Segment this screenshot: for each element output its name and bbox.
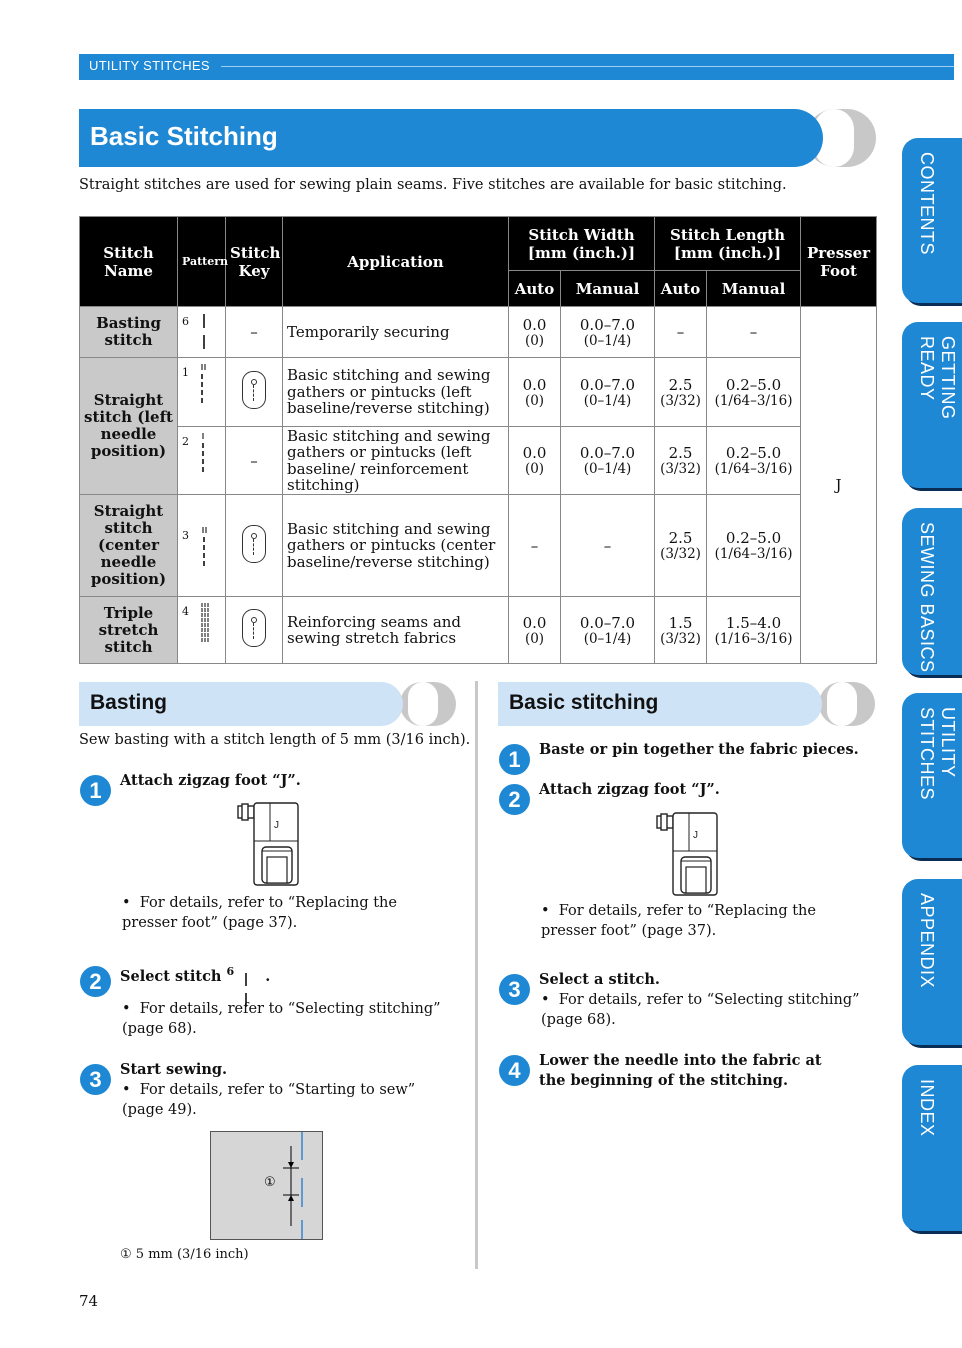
- header-pattern: Pattern: [178, 217, 226, 307]
- header-rule: [221, 66, 954, 67]
- page-title: Basic Stitching: [90, 121, 278, 151]
- value: 0.2–5.0: [725, 444, 782, 462]
- stitch-key: [226, 358, 283, 427]
- length-auto: [655, 358, 707, 427]
- stitch-key: –: [226, 307, 283, 358]
- header-application: Application: [283, 217, 509, 307]
- value-inch: (0): [524, 630, 545, 647]
- application: Basic stitching and sewing gathers or pintucks (center baseline/reverse stitching): [283, 495, 509, 597]
- basic-step-3-bullet: • For details, refer to “Selecting stitching” (page 68).: [541, 992, 860, 1028]
- basic-title: Basic stitching: [509, 691, 659, 714]
- step-number-badge: 3: [80, 1064, 111, 1095]
- value-inch: (3/32): [660, 546, 701, 562]
- value: 2.5: [668, 529, 693, 547]
- value: 0.0–7.0: [579, 444, 636, 462]
- tab-label: INDEX: [917, 1079, 937, 1137]
- value-inch: (0–1/4): [583, 392, 632, 409]
- straight-left-reverse-pattern-icon: [200, 362, 208, 406]
- value-inch: (1/16–3/16): [714, 630, 793, 647]
- value-inch: (0): [524, 392, 545, 409]
- width-auto: [509, 597, 561, 664]
- value: 0.0: [522, 375, 547, 394]
- table-row: [80, 495, 877, 597]
- width-auto: [509, 427, 561, 495]
- table-row: [80, 597, 877, 664]
- width-manual: –: [561, 495, 655, 597]
- banner-pill-gap: [827, 682, 857, 726]
- step-number-badge: 1: [80, 775, 111, 806]
- length-manual: [707, 358, 801, 427]
- triple-stretch-pattern-icon: [200, 601, 208, 645]
- value-inch: (0): [524, 332, 545, 349]
- value: 0.0: [522, 444, 547, 462]
- step-number-badge: 4: [499, 1055, 530, 1086]
- value: 0.0–7.0: [579, 375, 636, 394]
- width-manual: [561, 597, 655, 664]
- basting-section-banner: [79, 682, 456, 726]
- value-inch: (0–1/4): [583, 461, 632, 477]
- bullet-text: For details, refer to “Replacing the presser foot” (page 37).: [122, 895, 397, 931]
- stitch-name: Basting stitch: [80, 307, 178, 358]
- basic-step-2-bullet: • For details, refer to “Replacing the presser foot” (page 37).: [541, 903, 816, 939]
- header-stitch-name: Stitch Name: [80, 217, 178, 307]
- pattern-cell: [178, 597, 226, 664]
- bullet-text: For details, refer to “Selecting stitching” (page 68).: [122, 1001, 441, 1037]
- pattern-number: 3: [182, 529, 189, 542]
- step-number-badge: 2: [499, 784, 530, 815]
- basting-step-3-bullet: • For details, refer to “Starting to sew” (page 49).: [122, 1082, 416, 1118]
- length-manual: [707, 427, 801, 495]
- pattern-number: 6: [182, 315, 189, 328]
- value-inch: (1/64–3/16): [714, 546, 793, 562]
- table-row: [80, 358, 877, 427]
- tab-appendix[interactable]: [902, 879, 962, 1045]
- basic-step-4: Lower the needle into the fabric at the beginning of the stitching.: [539, 1052, 822, 1089]
- length-manual: [707, 597, 801, 664]
- stitch-name: Triple stretch stitch: [80, 597, 178, 664]
- length-auto: [655, 307, 707, 358]
- width-manual: [561, 427, 655, 495]
- header-length-manual: Manual: [707, 271, 801, 307]
- stitch-name: Straight stitch (center needle position): [80, 495, 178, 597]
- bullet-text: For details, refer to “Starting to sew” (page 49).: [122, 1082, 416, 1118]
- value-inch: (1/64–3/16): [714, 392, 793, 409]
- straight-center-pattern-icon: [200, 525, 208, 569]
- table-row: [80, 307, 877, 358]
- stitch-key-icon: [242, 371, 266, 409]
- straight-left-reinforce-pattern-icon: [200, 431, 208, 475]
- period: .: [265, 967, 271, 985]
- basic-step-3: Select a stitch.: [539, 971, 660, 988]
- header-presser-foot: Presser Foot: [801, 217, 877, 307]
- header-length-auto: Auto: [655, 271, 707, 307]
- stitch-length-diagram: [211, 1132, 322, 1239]
- step-number-badge: 1: [499, 744, 530, 775]
- value-inch: (3/32): [660, 392, 701, 409]
- pattern-cell: [178, 307, 226, 358]
- value-inch: (3/32): [660, 461, 701, 477]
- basting-title: Basting: [90, 691, 168, 714]
- length-manual: [707, 307, 801, 358]
- header-stitch-length: Stitch Length [mm (inch.)]: [655, 217, 801, 271]
- step-number-badge: 2: [80, 966, 111, 997]
- length-auto: [655, 495, 707, 597]
- length-manual: [707, 495, 801, 597]
- value: 0.2–5.0: [725, 375, 782, 394]
- width-auto: –: [509, 495, 561, 597]
- basic-step-1: Baste or pin together the fabric pieces.: [539, 741, 859, 758]
- step-number-badge: 3: [499, 974, 530, 1005]
- pattern-cell: [178, 495, 226, 597]
- fabric-illustration: [210, 1131, 323, 1240]
- header-width-auto: Auto: [509, 271, 561, 307]
- value: –: [676, 323, 685, 341]
- tab-label: APPENDIX: [917, 893, 937, 989]
- value-inch: (0–1/4): [583, 332, 632, 349]
- bullet-text: For details, refer to “Replacing the presser foot” (page 37).: [541, 903, 816, 939]
- value-inch: (0–1/4): [583, 630, 632, 647]
- pattern-number: 4: [182, 605, 189, 618]
- value-inch: (3/32): [660, 630, 701, 647]
- pattern-cell: [178, 358, 226, 427]
- page-number: 74: [79, 1292, 99, 1310]
- tab-utility-stitches[interactable]: [902, 693, 962, 858]
- pattern-number: 2: [182, 435, 189, 448]
- width-manual: [561, 307, 655, 358]
- stitch-key: –: [226, 427, 283, 495]
- presser-foot-value: J: [801, 307, 877, 664]
- length-auto: [655, 427, 707, 495]
- tab-label: CONTENTS: [917, 152, 937, 255]
- bullet-text: For details, refer to “Selecting stitching” (page 68).: [541, 992, 860, 1028]
- application: Reinforcing seams and sewing stretch fabrics: [283, 597, 509, 664]
- tab-index[interactable]: [902, 1065, 962, 1231]
- foot-letter: J: [693, 830, 698, 841]
- stitch-number: 6: [226, 965, 235, 978]
- stitch-key-icon: [242, 525, 266, 563]
- pattern-cell: [178, 427, 226, 495]
- value: 0.0: [522, 613, 547, 632]
- section-header-strip: [79, 54, 954, 80]
- header-width-manual: Manual: [561, 271, 655, 307]
- tab-label: GETTING READY: [917, 336, 958, 420]
- banner-pill-gap: [408, 682, 438, 726]
- stitch-key-icon: [242, 609, 266, 647]
- header-stitch-key: Stitch Key: [226, 217, 283, 307]
- value: –: [749, 323, 758, 341]
- value: 0.0–7.0: [579, 613, 636, 632]
- callout-marker: ①: [264, 1175, 276, 1190]
- value: 0.0: [522, 315, 547, 334]
- zigzag-foot-j-icon: [655, 811, 721, 897]
- stitch-table: [79, 216, 877, 664]
- value-inch: (1/64–3/16): [714, 461, 793, 477]
- application: Basic stitching and sewing gathers or pintucks (left baseline/reverse stitching): [283, 358, 509, 427]
- section-label: UTILITY STITCHES: [89, 58, 210, 73]
- basting-step-1-bullet: • For details, refer to “Replacing the presser foot” (page 37).: [122, 895, 397, 931]
- foot-letter: J: [274, 820, 279, 831]
- basting-step-2-bullet: • For details, refer to “Selecting stitching” (page 68).: [122, 1001, 441, 1037]
- value-inch: (0): [524, 461, 545, 477]
- header-stitch-width: Stitch Width [mm (inch.)]: [509, 217, 655, 271]
- tab-label: SEWING BASICS: [917, 522, 937, 673]
- width-manual: [561, 358, 655, 427]
- intro-text: Straight stitches are used for sewing plain seams. Five stitches are available for basic stitching.: [79, 177, 787, 193]
- application: Basic stitching and sewing gathers or pintucks (left baseline/ reinforcement stitching): [283, 427, 509, 495]
- table-row: [80, 427, 877, 495]
- value: 0.0–7.0: [579, 315, 636, 334]
- value: 1.5: [668, 613, 693, 632]
- basting-pattern-icon: [200, 311, 208, 351]
- zigzag-foot-j-icon: [236, 801, 302, 887]
- tab-contents[interactable]: [902, 138, 962, 303]
- basting-step-3: Start sewing.: [120, 1061, 228, 1078]
- value: 1.5–4.0: [725, 613, 782, 632]
- tab-sewing-basics[interactable]: [902, 508, 962, 675]
- stitch-key: [226, 495, 283, 597]
- application: Temporarily securing: [283, 307, 509, 358]
- value: 2.5: [668, 375, 693, 394]
- figure-caption: ① 5 mm (3/16 inch): [120, 1247, 249, 1262]
- stitch-key: [226, 597, 283, 664]
- value: 2.5: [668, 444, 693, 462]
- title-banner: [79, 109, 876, 167]
- width-auto: [509, 358, 561, 427]
- pattern-number: 1: [182, 366, 189, 379]
- basic-step-2: Attach zigzag foot “J”.: [539, 781, 720, 798]
- basic-section-banner: [498, 682, 875, 726]
- basting-intro: Sew basting with a stitch length of 5 mm (3/16 inch).: [79, 732, 471, 748]
- width-auto: [509, 307, 561, 358]
- basting-step-1: Attach zigzag foot “J”.: [120, 772, 301, 789]
- stitch-name: Straight stitch (left needle position): [80, 358, 178, 495]
- value: 0.2–5.0: [725, 529, 782, 547]
- step-text: Select stitch: [120, 967, 222, 985]
- length-auto: [655, 597, 707, 664]
- tab-label: UTILITY STITCHES: [917, 707, 958, 801]
- tab-getting-ready[interactable]: [902, 322, 962, 488]
- column-divider: [475, 681, 478, 1269]
